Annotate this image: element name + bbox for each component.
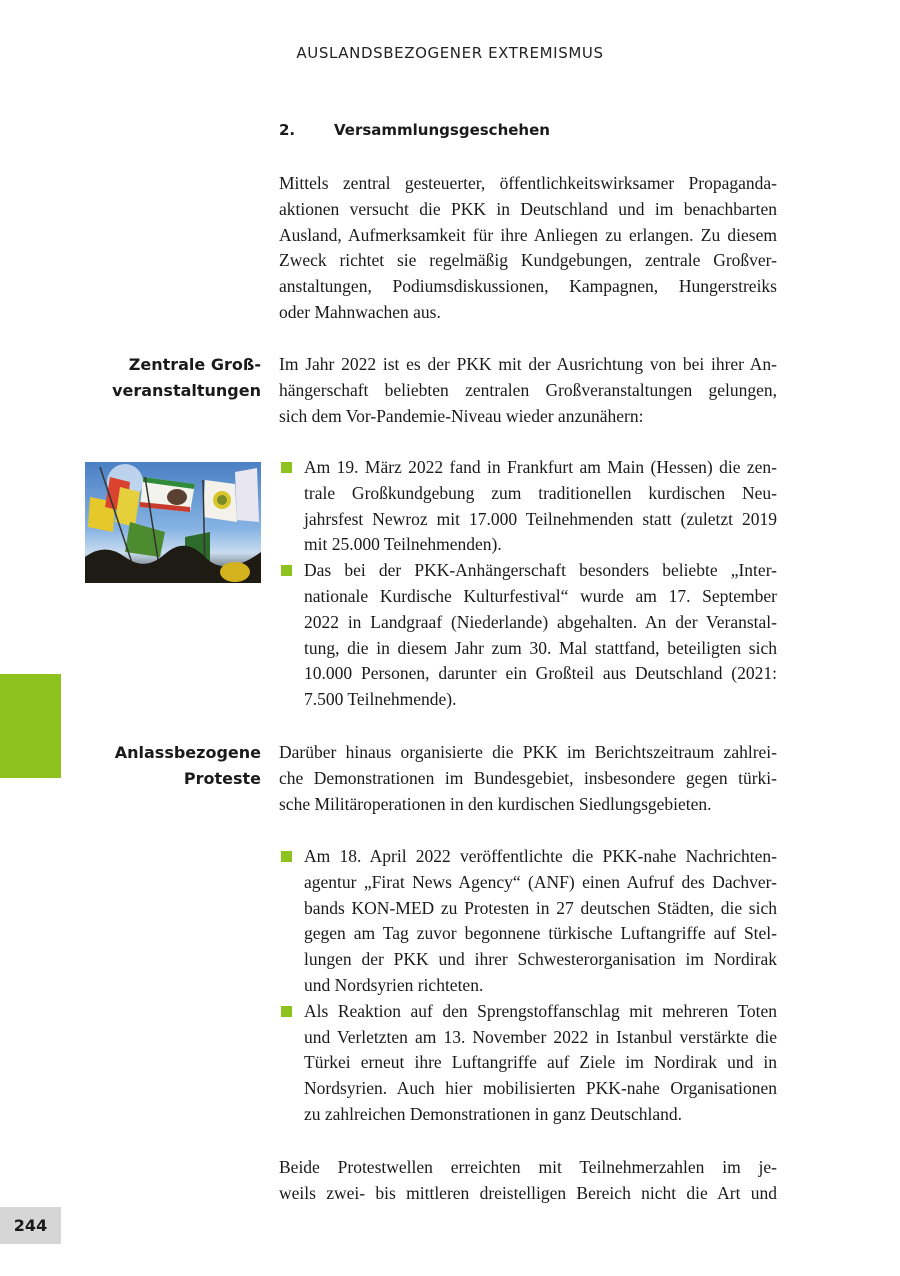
text-line: 2022 in Landgraaf (Niederlande) abgehalten. An der Veranstal- (304, 611, 777, 632)
paragraph-grossveranstaltungen (279, 352, 777, 429)
text-line: weils zwei- bis mittleren dreistelligen Bereich nicht die Art und (279, 1182, 777, 1203)
margin-label-zentrale-grossveranstaltungen (112, 352, 261, 404)
green-square-bullet-icon (281, 851, 292, 862)
text-line: che Demonstrationen im Bundesgebiet, insbesondere gegen türki- (279, 767, 777, 788)
bullet-list-grossveranstaltungen (279, 455, 777, 713)
text-line: nationale Kurdische Kulturfestival“ wurde am 17. September (304, 585, 777, 606)
list-item (279, 455, 777, 558)
text-line: zu zahlreichen Demonstrationen in ganz Deutschland. (304, 1103, 683, 1124)
text-line: aktionen versucht die PKK in Deutschland und im benachbarten (279, 198, 777, 219)
list-item (279, 558, 777, 713)
text-line: agentur „Firat News Agency“ (ANF) einen Aufruf des Dachver- (304, 871, 777, 892)
green-square-bullet-icon (281, 462, 292, 473)
text-line: tung, die in diesem Jahr zum 30. Mal stattfand, beteiligten sich (304, 637, 777, 658)
text-line: jahrsfest Newroz mit 17.000 Teilnehmenden statt (zuletzt 2019 (304, 508, 777, 529)
text-line: Am 18. April 2022 veröffentlichte die PKK-nahe Nachrichten- (304, 846, 777, 866)
text-line: und Verletzten am 13. November 2022 in Istanbul verstärkte die (304, 1026, 777, 1047)
text-line: und Nordsyrien richteten. (304, 974, 484, 995)
text-line: sche Militäroperationen in den kurdischen Siedlungsgebieten. (279, 793, 712, 814)
green-square-bullet-icon (281, 1006, 292, 1017)
intro-paragraph (279, 171, 777, 326)
text-line: Das bei der PKK-Anhängerschaft besonders beliebte „Inter- (304, 560, 777, 581)
paragraph-protestwellen (279, 1155, 777, 1207)
text-line: Nordsyrien. Auch hier mobilisierten PKK-nahe Organisationen (304, 1078, 777, 1099)
text-line: anstaltungen, Podiumsdiskussionen, Kampagnen, Hungerstreiks (279, 276, 777, 297)
text-line: 7.500 Teilnehmende). (304, 689, 457, 710)
list-item (279, 999, 777, 1128)
margin-label-line: Anlassbezogene (114, 743, 261, 762)
section-heading (279, 121, 550, 139)
text-line: Im Jahr 2022 ist es der PKK mit der Ausrichtung von bei ihrer An- (279, 354, 777, 374)
text-line: lungen der PKK und ihrer Schwesterorganisation im Nordirak (304, 949, 777, 970)
text-line: Ausland, Aufmerksamkeit für ihre Anliegen zu erlangen. Zu diesem (279, 224, 777, 245)
text-line: Am 19. März 2022 fand in Frankfurt am Main (Hessen) die zen- (304, 457, 777, 477)
margin-label-anlassbezogene-proteste (115, 740, 261, 792)
text-line: hängerschaft beliebten zentralen Großveranstaltungen gelungen, (279, 379, 777, 400)
text-line: Zweck richtet sie regelmäßig Kundgebungen, zentrale Großver- (279, 250, 777, 271)
text-line: bands KON-MED zu Protesten in 27 deutschen Städten, die sich (304, 897, 777, 918)
text-line: Darüber hinaus organisierte die PKK im Berichtszeitraum zahlrei- (279, 742, 777, 762)
text-line: trale Großkundgebung zum traditionellen kurdischen Neu- (304, 482, 777, 503)
bullet-list-proteste (279, 844, 777, 1128)
text-line: Türkei erneut ihre Luftangriffe auf Ziele im Nordirak und in (304, 1052, 777, 1073)
section-title: Versammlungsgeschehen (334, 121, 550, 139)
text-line: gegen am Tag zuvor begonnene türkische Luftangriffe auf Stel- (304, 923, 777, 944)
photo-flags-demonstration (85, 462, 261, 583)
text-line: oder Mahnwachen aus. (279, 301, 441, 322)
text-line: Mittels zentral gesteuerter, öffentlichkeitswirksamer Propaganda- (279, 173, 777, 193)
text-line: Beide Protestwellen erreichten mit Teilnehmerzahlen im je- (279, 1157, 777, 1177)
running-header: AUSLANDSBEZOGENER EXTREMISMUS (296, 44, 604, 62)
text-line: Als Reaktion auf den Sprengstoffanschlag mit mehreren Toten (304, 1000, 777, 1021)
margin-label-line: Proteste (183, 768, 261, 788)
paragraph-proteste (279, 740, 777, 817)
margin-label-line: Zentrale Groß- (128, 355, 261, 374)
list-item (279, 844, 777, 999)
green-square-bullet-icon (281, 565, 292, 576)
chapter-tab-marker (0, 674, 61, 778)
text-line: 10.000 Personen, darunter ein Großteil aus Deutschland (2021: (304, 663, 777, 684)
text-line: mit 25.000 Teilnehmenden). (304, 534, 502, 555)
page-number: 244 (0, 1207, 61, 1244)
section-number: 2. (279, 121, 296, 139)
margin-label-line: veranstaltungen (112, 380, 261, 400)
text-line: sich dem Vor-Pandemie-Niveau wieder anzunähern: (279, 405, 644, 426)
